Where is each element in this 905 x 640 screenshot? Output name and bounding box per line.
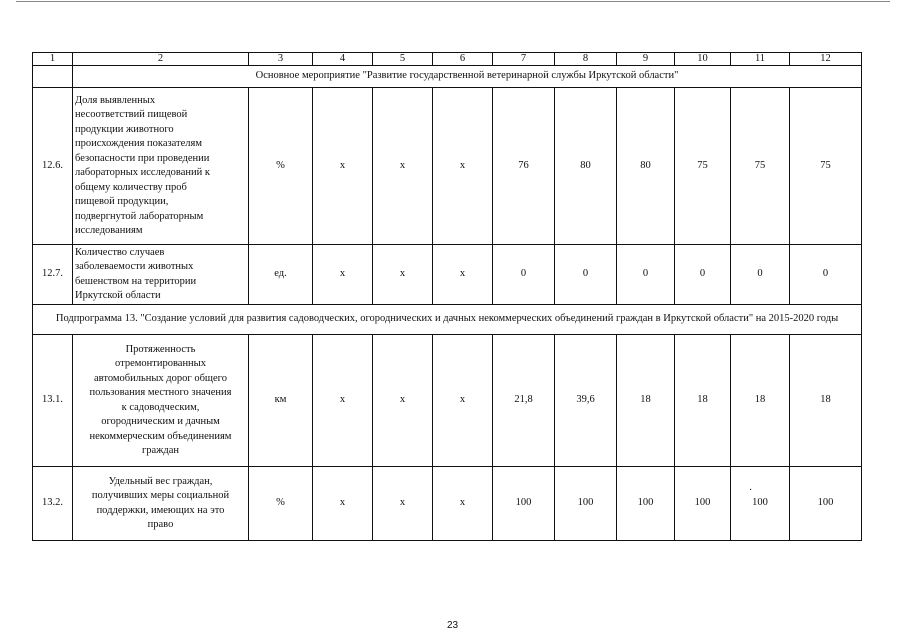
description-line: отремонтированных xyxy=(115,358,206,369)
description-line: заболеваемости животных xyxy=(75,261,194,272)
description-line: право xyxy=(147,519,174,530)
header-cell: 6 xyxy=(433,53,493,66)
value-cell: 100 xyxy=(675,467,731,541)
header-cell: 3 xyxy=(249,53,313,66)
value-cell: х xyxy=(313,88,373,245)
description-line: поддержки, имеющих на это xyxy=(96,504,225,516)
description-line: подвергнутой лабораторным xyxy=(75,210,204,222)
description-line: автомобильных дорог общего xyxy=(94,372,227,384)
value-cell: х xyxy=(433,88,493,245)
value-cell: х xyxy=(433,335,493,467)
description-line: Протяженность xyxy=(125,343,196,355)
value-cell: 76 xyxy=(493,88,555,245)
indicator-description xyxy=(73,335,249,467)
description-line: пищевой продукции, xyxy=(75,196,169,207)
indicators-table xyxy=(32,52,862,541)
header-cell: 11 xyxy=(731,53,790,66)
empty-cell xyxy=(33,66,73,88)
value-cell: 100 xyxy=(790,467,862,541)
value-cell: 0 xyxy=(555,245,617,305)
description-line: Удельный вес граждан, xyxy=(108,475,213,487)
unit-cell: % xyxy=(249,467,313,541)
section-title: Основное мероприятие "Развитие государственной ветеринарной службы Иркутской области" xyxy=(73,66,862,88)
table-row xyxy=(33,88,862,245)
value-cell: 0 xyxy=(790,245,862,305)
value-cell: х xyxy=(373,467,433,541)
value-cell: 18 xyxy=(617,335,675,467)
value-cell: 80 xyxy=(555,88,617,245)
value-cell: 39,6 xyxy=(555,335,617,467)
subprogram-title: Подпрограмма 13. "Создание условий для развития садоводческих, огороднических и дачных некоммерческих объединений граждан в Иркутской области" на 2015-2020 годы xyxy=(33,305,862,335)
table-row xyxy=(33,467,862,541)
value-cell: 100 xyxy=(555,467,617,541)
scan-dot: · xyxy=(749,485,753,496)
description-line: Количество случаев xyxy=(75,246,165,258)
value-cell: 21,8 xyxy=(493,335,555,467)
header-cell: 12 xyxy=(790,53,862,66)
value-cell: 18 xyxy=(790,335,862,467)
header-cell: 1 xyxy=(33,53,73,66)
description-line: продукции животного xyxy=(75,123,174,135)
description-line: граждан xyxy=(141,445,180,456)
table-row xyxy=(33,245,862,305)
value-cell: х xyxy=(313,467,373,541)
header-cell: 10 xyxy=(675,53,731,66)
value-cell: 0 xyxy=(675,245,731,305)
value-cell: 0 xyxy=(493,245,555,305)
row-number: 13.1. xyxy=(33,335,73,467)
value-cell: 75 xyxy=(731,88,790,245)
value-cell: 0 xyxy=(617,245,675,305)
row-number: 12.6. xyxy=(33,88,73,245)
value-cell: х xyxy=(373,245,433,305)
description-line: огородническим и дачным xyxy=(101,416,220,427)
value-cell: 75 xyxy=(675,88,731,245)
value-cell: х xyxy=(373,88,433,245)
description-line: происхождения показателям xyxy=(75,138,203,149)
header-cell: 5 xyxy=(373,53,433,66)
row-number: 13.2. xyxy=(33,467,73,541)
header-cell: 9 xyxy=(617,53,675,66)
header-cell: 7 xyxy=(493,53,555,66)
row-number: 12.7. xyxy=(33,245,73,305)
header-cell: 4 xyxy=(313,53,373,66)
description-line: безопасности при проведении xyxy=(75,152,210,164)
value-cell: 75 xyxy=(790,88,862,245)
value-cell: х xyxy=(433,245,493,305)
description-line: бешенством на территории xyxy=(75,275,197,287)
value-cell: 0 xyxy=(731,245,790,305)
table-row xyxy=(33,335,862,467)
subprogram-row xyxy=(33,305,862,335)
indicator-description xyxy=(73,245,249,305)
description-line: пользования местного значения xyxy=(89,387,232,398)
value-cell: 100 xyxy=(731,467,790,541)
description-line: Доля выявленных xyxy=(75,94,156,106)
description-line: Иркутской области xyxy=(75,290,161,301)
value-cell: х xyxy=(433,467,493,541)
unit-cell: км xyxy=(249,335,313,467)
header-cell: 2 xyxy=(73,53,249,66)
description-line: лабораторных исследований к xyxy=(75,167,210,178)
section-row xyxy=(33,66,862,88)
indicator-description xyxy=(73,88,249,245)
page-number: 23 xyxy=(446,620,459,631)
description-line: исследованиям xyxy=(75,225,143,236)
value-cell: х xyxy=(313,335,373,467)
value-cell: х xyxy=(373,335,433,467)
description-line: некоммерческим объединениям xyxy=(89,430,232,442)
unit-cell: ед. xyxy=(249,245,313,305)
top-edge-line xyxy=(16,1,890,2)
value-cell: 18 xyxy=(675,335,731,467)
indicator-description xyxy=(73,467,249,541)
value-cell: 100 xyxy=(493,467,555,541)
value-cell: х xyxy=(313,245,373,305)
description-line: общему количеству проб xyxy=(75,181,187,193)
value-cell: 100 xyxy=(617,467,675,541)
description-line: получивших меры социальной xyxy=(91,490,230,501)
description-line: к садоводческим, xyxy=(121,401,200,413)
header-row xyxy=(33,53,862,66)
description-line: несоответствий пищевой xyxy=(75,109,188,120)
value-cell: 18 xyxy=(731,335,790,467)
value-cell: 80 xyxy=(617,88,675,245)
header-cell: 8 xyxy=(555,53,617,66)
unit-cell: % xyxy=(249,88,313,245)
